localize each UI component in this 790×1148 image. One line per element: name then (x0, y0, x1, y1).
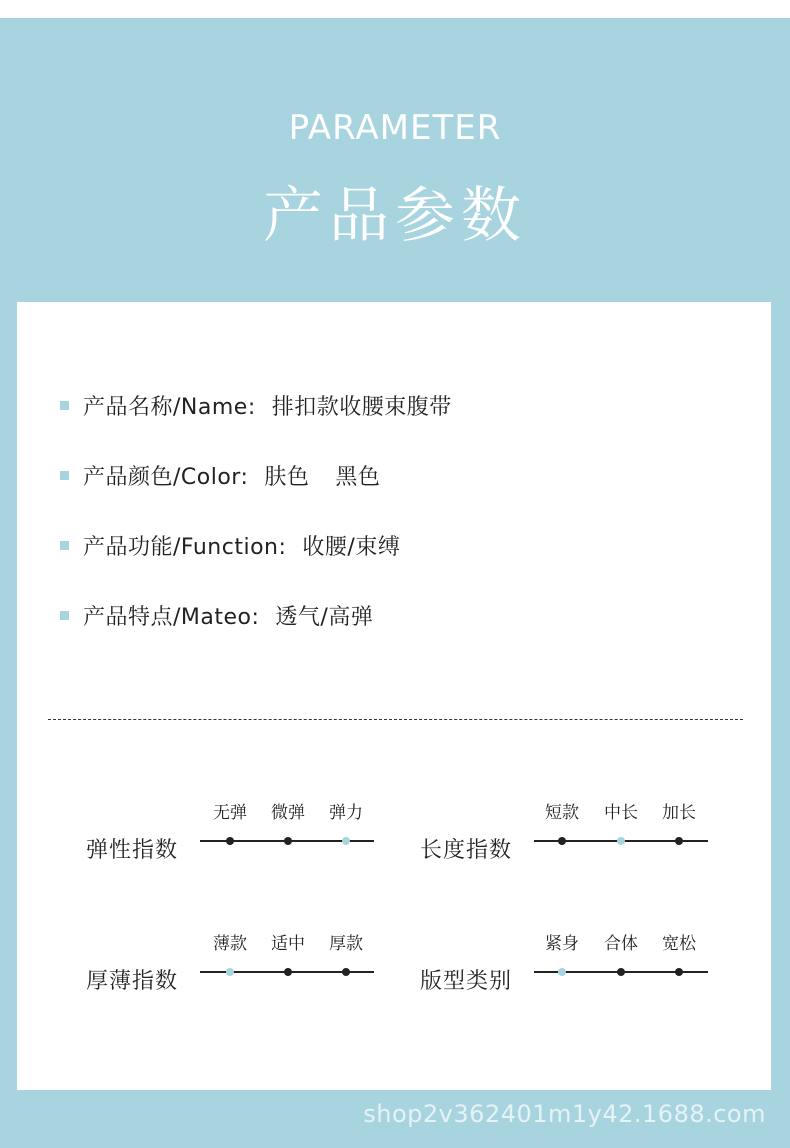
title-chinese: 产品参数 (263, 181, 527, 251)
index-fit (420, 929, 740, 999)
index-label: 长度指数 (420, 838, 513, 863)
index-scale (200, 929, 374, 999)
scale-option: 微弹 (271, 803, 305, 823)
scale-option: 宽松 (662, 934, 696, 954)
square-bullet-icon (60, 471, 69, 480)
index-label: 弹性指数 (86, 838, 179, 863)
scale-dot (558, 837, 566, 845)
scale-option: 短款 (545, 803, 579, 823)
param-row-name (60, 388, 452, 422)
scale-option: 弹力 (329, 803, 363, 823)
scale-option: 薄款 (213, 934, 247, 954)
top-margin (0, 0, 790, 18)
square-bullet-icon (60, 541, 69, 550)
param-label: 产品功能/Function: (83, 534, 287, 560)
param-row-function (60, 528, 452, 562)
scale-option: 加长 (662, 803, 696, 823)
param-row-feature (60, 598, 452, 632)
index-scale (534, 798, 708, 868)
scale-dot (617, 837, 625, 845)
scale-dot (284, 968, 292, 976)
shop-watermark: shop2v362401m1y42.1688.com (363, 1100, 766, 1128)
index-elasticity (86, 798, 406, 868)
scale-dot (226, 837, 234, 845)
scale-dot (342, 837, 350, 845)
index-label: 版型类别 (420, 969, 513, 994)
scale-dot (226, 968, 234, 976)
scale-dot (617, 968, 625, 976)
scale-option: 无弹 (213, 803, 247, 823)
param-value: 透气/高弹 (275, 604, 374, 630)
title-english: PARAMETER (288, 108, 502, 148)
square-bullet-icon (60, 611, 69, 620)
index-length (420, 798, 740, 868)
index-scale (534, 929, 708, 999)
scale-dot (558, 968, 566, 976)
scale-dot (342, 968, 350, 976)
scale-option: 适中 (271, 934, 305, 954)
scale-dot (675, 968, 683, 976)
scale-option: 紧身 (545, 934, 579, 954)
index-scale (200, 798, 374, 868)
param-value-secondary: 黑色 (335, 464, 381, 490)
param-value: 肤色 (264, 464, 310, 490)
parameter-list (60, 388, 452, 668)
scale-option: 厚款 (329, 934, 363, 954)
param-label: 产品颜色/Color: (83, 464, 249, 490)
square-bullet-icon (60, 401, 69, 410)
param-row-color (60, 458, 452, 492)
param-label: 产品特点/Mateo: (83, 604, 260, 630)
param-label: 产品名称/Name: (83, 394, 256, 420)
index-label: 厚薄指数 (86, 969, 179, 994)
scale-dot (675, 837, 683, 845)
scale-option: 合体 (604, 934, 638, 954)
dashed-divider (48, 719, 743, 720)
param-value: 收腰/束缚 (302, 534, 401, 560)
scale-option: 中长 (604, 803, 638, 823)
index-thickness (86, 929, 406, 999)
param-value: 排扣款收腰束腹带 (271, 394, 452, 420)
scale-dot (284, 837, 292, 845)
